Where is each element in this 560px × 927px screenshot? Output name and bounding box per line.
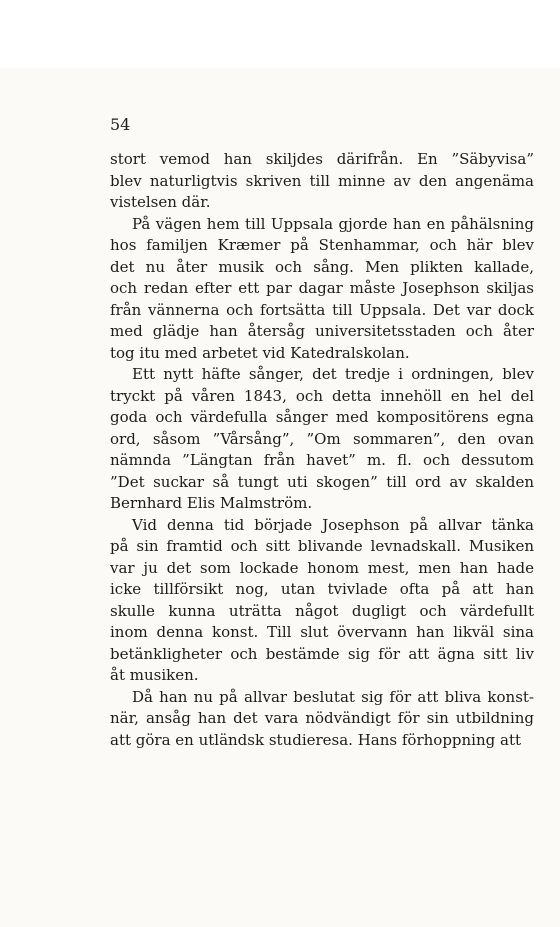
text-line: nämnda ”Längtan från havet” m. fl. och dessutom — [110, 451, 534, 469]
text-line: och redan efter ett par dagar måste Josephson skiljas — [110, 279, 534, 297]
paragraph — [110, 214, 534, 365]
text-line: med glädje han återsåg universitetsstaden och åter — [110, 322, 534, 340]
text-line: Ett nytt häfte sånger, det tredje i ordningen, blev — [132, 365, 534, 383]
text-line: hos familjen Kræmer på Stenhammar, och här blev — [110, 236, 534, 254]
text-line: ”Det suckar så tungt uti skogen” till ord av skalden — [110, 472, 534, 491]
text-line: att göra en utländsk studieresa. Hans förhoppning att — [110, 730, 522, 749]
paragraph — [110, 364, 534, 515]
text-line: tryckt på våren 1843, och detta innehöll en hel del — [110, 386, 534, 405]
text-line: ord, såsom ”Vårsång”, ”Om sommaren”, den ovan — [110, 429, 534, 448]
paragraph — [110, 515, 534, 687]
text-line: betänkligheter och bestämde sig för att ägna sitt liv — [110, 644, 534, 663]
text-line: det nu åter musik och sång. Men plikten kallade, — [110, 257, 534, 276]
page-number: 54 — [110, 115, 131, 134]
text-line: vistelsen där. — [110, 193, 211, 211]
text-line: Vid denna tid började Josephson på allvar tänka — [132, 515, 534, 534]
text-line: från vännerna och fortsätta till Uppsala. Det var dock — [110, 300, 534, 319]
text-line: goda och värdefulla sånger med kompositörens egna — [110, 408, 534, 426]
text-line: Då han nu på allvar beslutat sig för att bliva konst- — [132, 687, 534, 706]
text-line: skulle kunna uträtta något dugligt och värdefullt — [110, 601, 534, 620]
book-page — [0, 68, 560, 927]
text-line: var ju det som lockade honom mest, men han hade — [110, 558, 534, 577]
text-line: På vägen hem till Uppsala gjorde han en påhälsning — [132, 214, 534, 233]
text-line: på sin framtid och sitt blivande levnadskall. Musiken — [110, 537, 534, 555]
text-line: tog itu med arbetet vid Katedralskolan. — [110, 343, 410, 362]
paragraph — [110, 687, 534, 752]
body-text — [110, 149, 534, 751]
text-line: Bernhard Elis Malmström. — [110, 494, 313, 512]
paragraph — [110, 149, 534, 214]
text-line: icke tillförsikt nog, utan tvivlade ofta på att han — [110, 580, 534, 598]
text-line: blev naturligtvis skriven till minne av den angenäma — [110, 171, 534, 190]
top-margin — [0, 0, 560, 68]
text-line: inom denna konst. Till slut övervann han likväl sina — [110, 623, 534, 641]
text-line: stort vemod han skiljdes därifrån. En ”Säbyvisa” — [110, 150, 534, 168]
text-line: åt musiken. — [110, 666, 199, 684]
text-line: när, ansåg han det vara nödvändigt för sin utbildning — [110, 709, 534, 727]
